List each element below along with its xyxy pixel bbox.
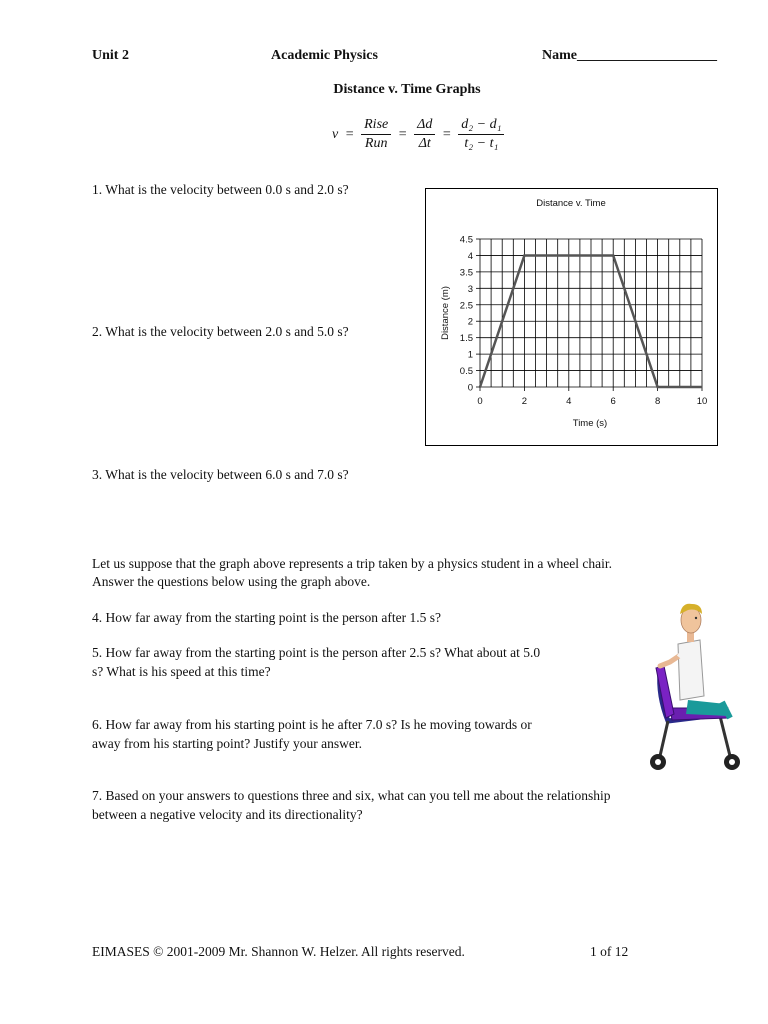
intro-line-1: Let us suppose that the graph above represents a trip taken by a physics student in a wheel chair.	[92, 556, 612, 571]
x-tick-label: 6	[610, 396, 616, 407]
footer-copyright: EIMASES © 2001-2009 Mr. Shannon W. Helzer. All rights reserved.	[92, 944, 465, 959]
x-tick-label: 2	[521, 396, 528, 407]
wheelchair-student-illustration	[630, 596, 750, 781]
unit-label: Unit 2	[92, 48, 129, 63]
x-tick-label: 0	[477, 396, 483, 407]
question-6-line-1: 6. How far away from his starting point is he after 7.0 s? Is he moving towards or	[92, 717, 532, 732]
question-5-line-1: 5. How far away from the starting point is the person after 2.5 s? What about at 5.0	[92, 645, 541, 660]
question-3: 3. What is the velocity between 6.0 s and 7.0 s?	[92, 467, 349, 482]
x-tick-label: 4	[566, 396, 572, 407]
formula-t2-t1: t₂ − t₁	[464, 136, 499, 151]
distance-time-chart	[425, 188, 718, 446]
question-7-line-2: between a negative velocity and its directionality?	[92, 807, 363, 822]
formula-rise: Rise	[361, 116, 391, 135]
chart-y-axis-label: Distance (m)	[440, 286, 451, 340]
y-tick-label: 0	[467, 382, 473, 394]
fraction-rise-run	[361, 116, 391, 153]
question-6-line-2: away from his starting point? Justify your answer.	[92, 736, 362, 751]
y-tick-label: 3	[467, 283, 473, 295]
formula-delta-t: Δt	[418, 136, 431, 151]
page-title: Distance v. Time Graphs	[333, 82, 481, 97]
formula-d2-d1: d₂ − d₁	[458, 116, 504, 135]
chart-ticks	[460, 235, 708, 408]
formula-run: Run	[364, 136, 388, 151]
fraction-delta	[414, 116, 435, 153]
velocity-formula: v = $\frac{\text{Rise}}{\text{Run}}$ = $\frac{\Delta d}{\Delta t}$ = $\frac{\text{d₂ − d₁}}{\text{t₂ − t₁}}$	[330, 116, 506, 153]
footer-page-number: 1 of 12	[590, 944, 629, 959]
chart-grid	[480, 239, 702, 387]
y-tick-label: 0.5	[459, 366, 473, 378]
chart-title: Distance v. Time	[536, 198, 606, 209]
chart-x-axis-label: Time (s)	[572, 418, 608, 429]
course-label: Academic Physics	[271, 48, 378, 63]
y-tick-label: 2.5	[459, 300, 473, 312]
intro-line-2: Answer the questions below using the graph above.	[92, 574, 371, 589]
question-7-line-1: 7. Based on your answers to questions three and six, what can you tell me about the relationship	[92, 788, 611, 803]
fraction-subscripts	[458, 116, 504, 153]
question-5-line-2: s? What is his speed at this time?	[92, 664, 271, 679]
y-tick-label: 2	[467, 316, 473, 328]
y-tick-label: 1	[467, 349, 473, 361]
y-tick-label: 4.5	[459, 234, 473, 246]
formula-v: v	[332, 126, 339, 142]
formula-delta-d: Δd	[414, 116, 435, 135]
x-tick-label: 8	[654, 396, 661, 407]
chart-svg	[426, 189, 717, 445]
question-1: 1. What is the velocity between 0.0 s and 2.0 s?	[92, 182, 349, 197]
question-2: 2. What is the velocity between 2.0 s and 5.0 s?	[92, 324, 349, 339]
question-4: 4. How far away from the starting point is the person after 1.5 s?	[92, 610, 442, 625]
y-tick-label: 3.5	[459, 267, 473, 279]
x-tick-label: 10	[696, 396, 708, 407]
y-tick-label: 1.5	[459, 333, 473, 345]
name-field: Name____________________	[542, 48, 717, 63]
y-tick-label: 4	[467, 250, 473, 262]
